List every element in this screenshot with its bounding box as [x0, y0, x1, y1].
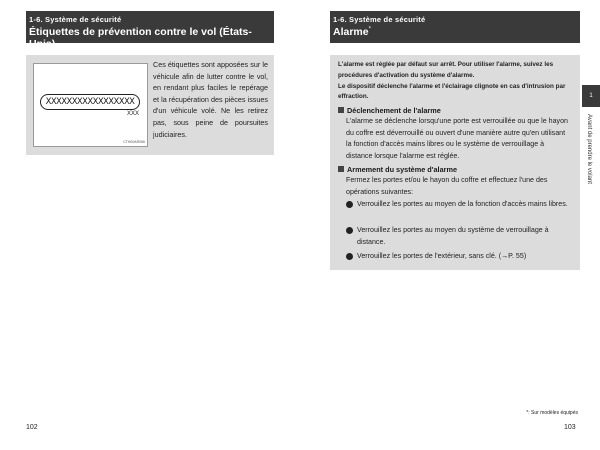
- label-description: Ces étiquettes sont apposées sur le véhicule afin de lutter contre le vol, en rendant plus faciles le repérage et la récupération des pièces issues d'un véhicule volé. Ne les retirez pas, sous peine de poursuites judiciaires.: [153, 60, 268, 139]
- list-item: [346, 251, 574, 263]
- footnote: *: Sur modèles équipés: [526, 410, 578, 416]
- bullet-icon: [346, 201, 353, 208]
- subheading-arming: [338, 165, 457, 174]
- subheading-text: Armement du système d'alarme: [347, 165, 458, 174]
- list-item-text: Verrouillez les portes au moyen de la fonction d'accès mains libres.: [357, 200, 568, 208]
- bullet-icon: [346, 253, 353, 260]
- title-text: Alarme: [333, 26, 369, 38]
- intro-text: [338, 60, 574, 103]
- bullet-icon: [346, 227, 353, 234]
- right-page: [300, 0, 600, 450]
- arming-paragraph: Fermez les portes et/ou le hayon du coffre et effectuez l'une des opérations suivantes:: [346, 176, 548, 196]
- intro-line-1: L'alarme est réglée par défaut sur arrêt. Pour utiliser l'alarme, suivez les procédures d'activation du système d'alarme.: [338, 61, 554, 79]
- list-item: [346, 199, 574, 211]
- info-box: [26, 55, 274, 155]
- list-item-text: Verrouillez les portes au moyen du système de verrouillage à distance.: [357, 226, 549, 246]
- list-item: [346, 225, 574, 248]
- subheading-text: Déclenchement de l'alarme: [347, 106, 441, 115]
- intro-line-2: Le dispositif déclenche l'alarme et l'éclairage clignote en cas d'intrusion par effraction.: [338, 82, 566, 101]
- page-number-left: 102: [26, 424, 38, 431]
- right-header: [330, 11, 580, 43]
- section-label: 1-6. Système de sécurité: [333, 15, 426, 24]
- trigger-paragraph: L'alarme se déclenche lorsqu'une porte est verrouillée ou que le hayon du coffre est déverrouillé ou ouvert d'une manière autre qu'en utilisant la fonction d'accès mains libres ou le système de verrouillage à distance lorsque l'alarme est réglée.: [346, 117, 568, 160]
- square-bullet-icon: [338, 166, 344, 172]
- alarm-box: [330, 55, 580, 270]
- theft-label-illustration: [33, 63, 148, 147]
- title-footnote-mark: *: [368, 26, 371, 33]
- chapter-tab: 1: [582, 85, 600, 107]
- section-label: 1-6. Système de sécurité: [29, 15, 122, 24]
- page-number-right: 103: [564, 424, 576, 431]
- list-item-text: Verrouillez les portes de l'extérieur, sans clé. (→P. 55): [357, 252, 527, 260]
- square-bullet-icon: [338, 107, 344, 113]
- image-code: CTH00AR066: [123, 140, 145, 144]
- label-subtext: XXX: [126, 111, 139, 117]
- vin-label: XXXXXXXXXXXXXXXXX: [40, 94, 140, 110]
- chapter-tab-text: Avant de prendre le volant: [586, 114, 592, 184]
- page-title: Étiquettes de prévention contre le vol (États-Unis): [29, 26, 252, 50]
- page-title: [333, 26, 371, 38]
- subheading-trigger: [338, 106, 441, 115]
- left-header: [26, 11, 274, 50]
